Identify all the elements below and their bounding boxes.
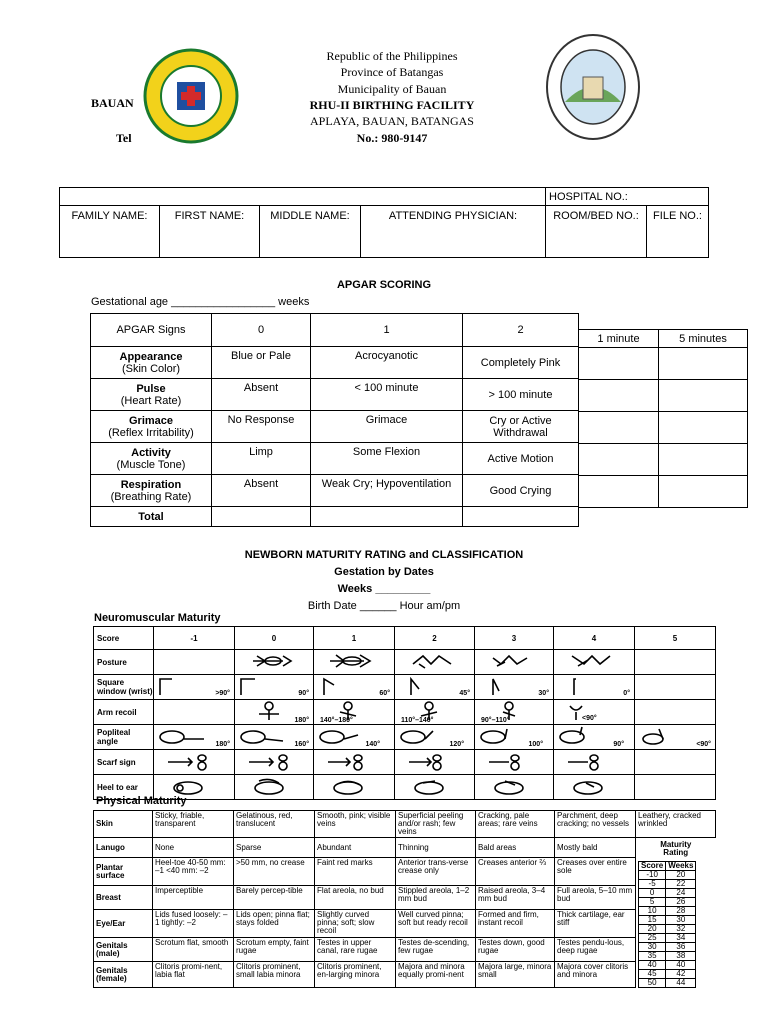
apgar-head-1: 1 [311,314,463,347]
apgar-cell: Acrocyanotic [311,347,463,379]
neuromuscular-table [93,626,716,800]
pm-cell: Flat areola, no bud [315,886,396,910]
score-5min[interactable] [659,380,748,412]
pm-row-label: Plantar surface [94,858,153,886]
file-no-field[interactable]: FILE NO.: [647,206,709,258]
pm-cell: Clitoris prominent, small labia minora [234,962,315,988]
pm-cell: Lids fused loosely: –1 tightly: –2 [153,910,234,938]
maturity-score: 40 [639,961,666,970]
header-line-1: Republic of the Philippines [326,49,458,63]
posture-figure-icon [475,650,554,675]
pm-cell: Leathery, cracked wrinkled [636,811,716,838]
square-window-icon: 0° [554,675,635,700]
nm-row-label: Square window (wrist) [94,675,154,700]
apgar-sign: Grimace (Reflex Irritability) [91,411,212,443]
maturity-weeks: 36 [666,943,696,952]
apgar-cell: Completely Pink [463,347,579,379]
pm-cell: Faint red marks [315,858,396,886]
tel-label: Tel [116,131,132,145]
neuromuscular-title: Neuromuscular Maturity [94,612,221,624]
gestational-age: Gestational age _________________ weeks [91,296,310,308]
physical-maturity-title: Physical Maturity [96,795,187,807]
pm-cell: Well curved pinna; soft but ready recoil [396,910,476,938]
apgar-total-label: Total [91,507,212,527]
header-line-2: Province of Batangas [340,65,444,79]
maturity-rating-title: Maturity Rating [660,840,692,857]
five-minute-header: 5 minutes [659,330,748,348]
pm-cell: Creases anterior ⅔ [476,858,555,886]
middle-name-field[interactable]: MIDDLE NAME: [260,206,361,258]
apgar-cell: Weak Cry; Hypoventilation [311,475,463,507]
bauan-seal [543,32,643,142]
maturity-rating-table [638,861,696,988]
maturity-row [639,889,696,898]
maturity-weeks: 32 [666,925,696,934]
pm-cell: Creases over entire sole [555,858,636,886]
pm-cell: Majora cover clitoris and minora [555,962,636,988]
pm-cell: Testes de-scending, few rugae [396,938,476,962]
apgar-time-table [578,329,748,508]
square-window-icon: 90° [235,675,314,700]
apgar-cell: No Response [212,411,311,443]
heel-to-ear-icon [314,775,395,800]
pm-row-label: Skin [94,811,153,838]
posture-figure-icon [314,650,395,675]
apgar-total-2[interactable] [463,507,579,527]
pm-cell: Testes in upper canal, rare rugae [315,938,396,962]
maturity-row [639,979,696,988]
maturity-weeks: 30 [666,916,696,925]
maturity-weeks: 26 [666,898,696,907]
nm-score: -1 [154,627,235,650]
maturity-score: 5 [639,898,666,907]
facility-phone: No.: 980-9147 [356,131,428,145]
popliteal-icon: 180° [154,725,235,750]
pm-cell: Stippled areola, 1–2 mm bud [396,886,476,910]
pm-cell: Parchment, deep cracking; no vessels [555,811,636,838]
maturity-weeks: 38 [666,952,696,961]
scarf-sign-icon [554,750,635,775]
apgar-total-1[interactable] [311,507,463,527]
score-5min[interactable] [659,444,748,476]
score-1min[interactable] [579,348,659,380]
nm-score: 0 [235,627,314,650]
pm-cell: Cracking, pale areas; rare veins [476,811,555,838]
pm-cell: Sticky, friable, transparent [153,811,234,838]
apgar-cell: < 100 minute [311,379,463,411]
maturity-weeks: 42 [666,970,696,979]
maturity-weeks: 22 [666,880,696,889]
nm-row-label: Popliteal angle [94,725,154,750]
nm-score: 3 [475,627,554,650]
pm-cell: Imperceptible [153,886,234,910]
heel-to-ear-icon [554,775,635,800]
pm-cell: Gelatinous, red, translucent [234,811,315,838]
maturity-score: 0 [639,889,666,898]
pm-row-label: Lanugo [94,838,153,858]
gestation-by-dates: Gestation by Dates [334,566,434,578]
apgar-cell: Some Flexion [311,443,463,475]
square-window-icon: 60° [314,675,395,700]
bauan-label: BAUAN [91,96,134,110]
nm-row-label: Posture [94,650,154,675]
maturity-score: 50 [639,979,666,988]
nm-score: 1 [314,627,395,650]
pm-cell: Mostly bald [555,838,636,858]
heel-to-ear-icon [475,775,554,800]
physical-maturity-table [93,810,720,988]
apgar-cell: > 100 minute [463,379,579,411]
header-line-3: Municipality of Bauan [337,82,447,96]
apgar-cell: Blue or Pale [212,347,311,379]
maturity-score: 15 [639,916,666,925]
posture-figure-icon [395,650,475,675]
pm-row-label: Eye/Ear [94,910,153,938]
maturity-row [639,871,696,880]
apgar-cell: Absent [212,379,311,411]
arm-recoil-icon: 140°–180° [314,700,395,725]
birth-date-field: Birth Date ______ Hour am/pm [307,600,461,612]
pm-cell: Slightly curved pinna; soft; slow recoil [315,910,396,938]
heel-to-ear-icon [395,775,475,800]
scarf-sign-icon [395,750,475,775]
maturity-weeks: 34 [666,934,696,943]
pm-cell: Testes pendu-lous, deep rugae [555,938,636,962]
nm-score-label: Score [94,627,154,650]
scarf-sign-icon [475,750,554,775]
scarf-sign-icon [235,750,314,775]
pm-cell: Scrotum empty, faint rugae [234,938,315,962]
maturity-score: 20 [639,925,666,934]
pm-cell: Clitoris promi-nent, labia flat [153,962,234,988]
pm-row-label: Breast [94,886,153,910]
maturity-score: 35 [639,952,666,961]
pm-cell: Abundant [315,838,396,858]
pm-cell: Formed and firm, instant recoil [476,910,555,938]
apgar-sign: Respiration (Breathing Rate) [91,475,212,507]
score-1min[interactable] [579,380,659,412]
nm-row-label: Scarf sign [94,750,154,775]
doh-seal [143,48,239,144]
popliteal-icon: 100° [475,725,554,750]
maturity-row [639,880,696,889]
pm-cell: Sparse [234,838,315,858]
score-5min[interactable] [659,412,748,444]
pm-cell: Thick cartilage, ear stiff [555,910,636,938]
pm-cell: Anterior trans-verse crease only [396,858,476,886]
score-1min[interactable] [579,444,659,476]
apgar-head-2: 2 [463,314,579,347]
score-1min[interactable] [579,476,659,508]
score-1min[interactable] [579,412,659,444]
popliteal-icon: 140° [314,725,395,750]
pm-cell: >50 mm, no crease [234,858,315,886]
scarf-sign-icon [314,750,395,775]
popliteal-icon: 90° [554,725,635,750]
apgar-cell: Absent [212,475,311,507]
maturity-weeks: 28 [666,907,696,916]
room-bed-field[interactable]: ROOM/BED NO.: [546,206,647,258]
apgar-cell: Cry or Active Withdrawal [463,411,579,443]
pm-cell: Raised areola, 3–4 mm bud [476,886,555,910]
one-minute-header: 1 minute [579,330,659,348]
score-5min[interactable] [659,476,748,508]
pm-cell: Thinning [396,838,476,858]
popliteal-icon: 160° [235,725,314,750]
nm-score: 4 [554,627,635,650]
attending-physician-field[interactable]: ATTENDING PHYSICIAN: [361,206,546,258]
weeks-field: Weeks _________ [337,583,431,595]
apgar-sign: Appearance (Skin Color) [91,347,212,379]
pm-cell: Majora and minora equally promi-nent [396,962,476,988]
maturity-weeks: 20 [666,871,696,880]
family-name-field[interactable]: FAMILY NAME: [60,206,160,258]
pm-cell: Heel-toe 40-50 mm: –1 <40 mm: –2 [153,858,234,886]
apgar-table [90,313,579,527]
square-window-icon: 30° [475,675,554,700]
apgar-total-0[interactable] [212,507,311,527]
pm-cell: Bald areas [476,838,555,858]
heel-to-ear-icon [235,775,314,800]
apgar-head-0: 0 [212,314,311,347]
mr-head: Score [639,862,666,871]
pm-cell: Majora large, minora small [476,962,555,988]
pm-cell: Barely percep-tible [234,886,315,910]
pm-cell: None [153,838,234,858]
first-name-field[interactable]: FIRST NAME: [160,206,260,258]
pm-cell: Scrotum flat, smooth [153,938,234,962]
nm-row-label: Heel to ear [94,775,154,800]
nm-score: 5 [635,627,716,650]
scarf-sign-icon [154,750,235,775]
pm-cell: Clitoris prominent, en-larging minora [315,962,396,988]
pm-row-label: Genitals (male) [94,938,153,962]
popliteal-icon: <90° [635,725,716,750]
arm-recoil-icon: 90°–110° [475,700,554,725]
maturity-weeks: 24 [666,889,696,898]
pm-cell: Lids open; pinna flat; stays folded [234,910,315,938]
maturity-score: 45 [639,970,666,979]
nm-row-label: Arm recoil [94,700,154,725]
apgar-sign: Activity (Muscle Tone) [91,443,212,475]
pm-row-label: Genitals (female) [94,962,153,988]
pm-cell: Smooth, pink; visible veins [315,811,396,838]
pm-cell: Full areola, 5–10 mm bud [555,886,636,910]
posture-figure-icon [235,650,314,675]
hospital-no-label[interactable]: HOSPITAL NO.: [546,188,709,206]
arm-recoil-icon: 110°–140° [395,700,475,725]
maturity-weeks: 40 [666,961,696,970]
apgar-cell: Grimace [311,411,463,443]
apgar-title: APGAR SCORING [336,279,432,291]
nm-score: 2 [395,627,475,650]
square-window-icon: >90° [154,675,235,700]
pm-cell: Superficial peeling and/or rash; few veins [396,811,476,838]
popliteal-icon: 120° [395,725,475,750]
score-5min[interactable] [659,348,748,380]
maturity-score: 25 [639,934,666,943]
posture-figure-icon [554,650,635,675]
patient-info-table [59,187,709,258]
maturity-score: -5 [639,880,666,889]
apgar-cell: Good Crying [463,475,579,507]
apgar-sign: Pulse (Heart Rate) [91,379,212,411]
maturity-score: 10 [639,907,666,916]
maturity-score: -10 [639,871,666,880]
square-window-icon: 45° [395,675,475,700]
newborn-title: NEWBORN MATURITY RATING and CLASSIFICATION [244,549,524,561]
maturity-weeks: 44 [666,979,696,988]
pm-cell: Testes down, good rugae [476,938,555,962]
facility-name: RHU-II BIRTHING FACILITY [309,98,475,112]
arm-recoil-icon: <90° [554,700,635,725]
maturity-score: 30 [639,943,666,952]
facility-address: APLAYA, BAUAN, BATANGAS [310,114,474,128]
apgar-head-signs: APGAR Signs [91,314,212,347]
apgar-cell: Limp [212,443,311,475]
mr-head: Weeks [666,862,696,871]
arm-recoil-icon: 180° [235,700,314,725]
apgar-cell: Active Motion [463,443,579,475]
